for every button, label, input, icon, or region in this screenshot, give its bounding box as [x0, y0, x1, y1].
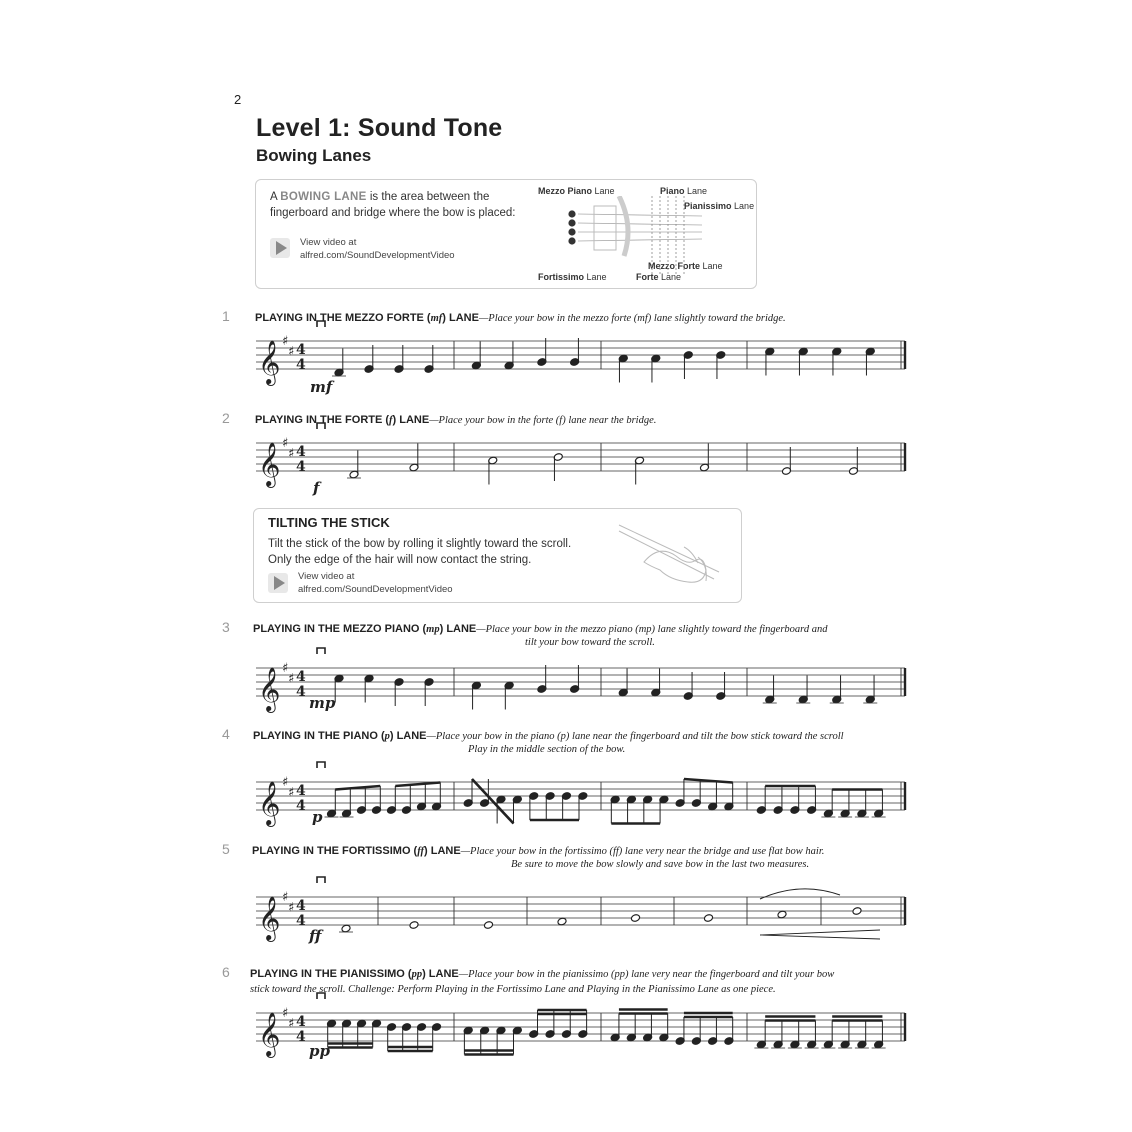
down-bow-icon: [317, 993, 325, 999]
down-bow-icon: [317, 648, 325, 654]
time-signature-bottom: 4: [296, 684, 306, 700]
dynamic-mark: p: [312, 808, 323, 826]
exercise-instruction-cont: stick toward the scroll. Challenge: Perform Playing in the Fortissimo Lane and Playing in the Pianissimo Lane as one piece.: [250, 984, 776, 995]
down-bow-icon: [317, 423, 325, 429]
exercise-heading: PLAYING IN THE MEZZO FORTE (mf) LANE—Place your bow in the mezzo forte (mf) lane slightly toward the bridge.: [255, 312, 786, 324]
exercise-number: 2: [222, 410, 230, 426]
exercise-heading: PLAYING IN THE FORTE (f) LANE—Place your bow in the forte (f) lane near the bridge.: [255, 414, 657, 426]
note-head: [409, 921, 419, 930]
down-bow-icon: [317, 762, 325, 768]
note-head: [483, 921, 493, 930]
fortissimo-lane-label: Fortissimo Lane: [538, 272, 607, 282]
treble-clef-icon: 𝄞: [258, 896, 281, 940]
video-link[interactable]: View video at alfred.com/SoundDevelopmentVideo: [298, 571, 453, 595]
down-bow-icon: [317, 877, 325, 883]
video-link[interactable]: View video at alfred.com/SoundDevelopmentVideo: [300, 237, 455, 261]
time-signature-bottom: 4: [296, 798, 306, 814]
time-signature-top: 4: [296, 444, 306, 460]
treble-clef-icon: 𝄞: [258, 667, 281, 711]
exercise-heading: PLAYING IN THE FORTISSIMO (ff) LANE—Place your bow in the fortissimo (ff) lane very near the bridge and use flat bow hair.: [252, 845, 825, 857]
time-signature-bottom: 4: [296, 357, 306, 373]
exercise-heading: PLAYING IN THE PIANO (p) LANE—Place your bow in the piano (p) lane near the fingerboard and tilt the bow stick toward the scroll: [253, 730, 844, 742]
exercise-instruction-cont: Play in the middle section of the bow.: [468, 744, 626, 755]
sharp-icon: ♯: [288, 785, 295, 801]
time-signature-top: 4: [296, 898, 306, 914]
time-signature-top: 4: [296, 342, 306, 358]
note-head: [777, 910, 787, 919]
exercise-instruction-cont: Be sure to move the bow slowly and save bow in the last two measures.: [511, 859, 810, 870]
treble-clef-icon: 𝄞: [258, 1012, 281, 1056]
sharp-icon: ♯: [288, 671, 295, 687]
mezzo-forte-lane-label: Mezzo Forte Lane: [648, 261, 723, 271]
mezzo-piano-lane-label: Mezzo Piano Lane: [538, 186, 615, 196]
exercise-number: 6: [222, 964, 230, 980]
sharp-icon: ♯: [288, 344, 295, 360]
exercise-instruction-cont: tilt your bow toward the scroll.: [525, 637, 655, 648]
slur: [760, 889, 840, 899]
dynamic-mark: mf: [310, 378, 333, 396]
sharp-icon: ♯: [288, 1016, 295, 1032]
down-bow-icon: [317, 321, 325, 327]
treble-clef-icon: 𝄞: [258, 340, 281, 384]
sharp-icon: ♯: [282, 890, 289, 905]
note-head: [630, 914, 640, 923]
tilting-title: TILTING THE STICK: [268, 515, 390, 530]
time-signature-top: 4: [296, 1014, 306, 1030]
exercise-number: 3: [222, 619, 230, 635]
exercise-number: 5: [222, 841, 230, 857]
note-head: [557, 917, 567, 926]
beam: [472, 779, 514, 824]
note-head: [852, 907, 862, 916]
piano-lane-label: Piano Lane: [660, 186, 708, 196]
time-signature-bottom: 4: [296, 913, 306, 929]
time-signature-top: 4: [296, 783, 306, 799]
diminuendo-hairpin: [760, 930, 880, 939]
forte-lane-label: Forte Lane: [636, 272, 682, 282]
page-number: 2: [234, 92, 242, 107]
exercise-heading: PLAYING IN THE MEZZO PIANO (mp) LANE—Place your bow in the mezzo piano (mp) lane slightly toward the fingerboard and: [253, 623, 828, 635]
treble-clef-icon: 𝄞: [258, 442, 281, 486]
sharp-icon: ♯: [282, 334, 289, 349]
treble-clef-icon: 𝄞: [258, 781, 281, 825]
time-signature-bottom: 4: [296, 1029, 306, 1045]
sharp-icon: ♯: [288, 446, 295, 462]
exercise-number: 1: [222, 308, 230, 324]
section-subtitle: Bowing Lanes: [256, 146, 372, 165]
bowing-lane-term: BOWING LANE: [280, 191, 367, 203]
tilting-description: Tilt the stick of the bow by rolling it slightly toward the scroll. Only the edge of the hair will now contact the string.: [268, 538, 572, 566]
sharp-icon: ♯: [282, 775, 289, 790]
page-title: Level 1: Sound Tone: [256, 114, 503, 142]
time-signature-bottom: 4: [296, 459, 306, 475]
note-head: [703, 914, 713, 923]
bowing-lane-description: A BOWING LANE is the area between the fingerboard and bridge where the bow is placed:: [270, 191, 516, 219]
exercise-number: 4: [222, 726, 230, 742]
note-head: [341, 924, 351, 933]
dynamic-mark: f: [313, 479, 320, 497]
dynamic-mark: ff: [309, 927, 322, 945]
sharp-icon: ♯: [288, 900, 295, 916]
exercise-heading: PLAYING IN THE PIANISSIMO (pp) LANE—Place your bow in the pianissimo (pp) lane very near the fingerboard and tilt your bow: [250, 968, 835, 980]
dynamic-mark: mp: [309, 694, 336, 712]
sharp-icon: ♯: [282, 436, 289, 451]
time-signature-top: 4: [296, 669, 306, 685]
dynamic-mark: pp: [309, 1042, 330, 1060]
pianissimo-lane-label: Pianissimo Lane: [684, 201, 755, 211]
sharp-icon: ♯: [282, 661, 289, 676]
sharp-icon: ♯: [282, 1006, 289, 1021]
beam: [395, 783, 440, 787]
